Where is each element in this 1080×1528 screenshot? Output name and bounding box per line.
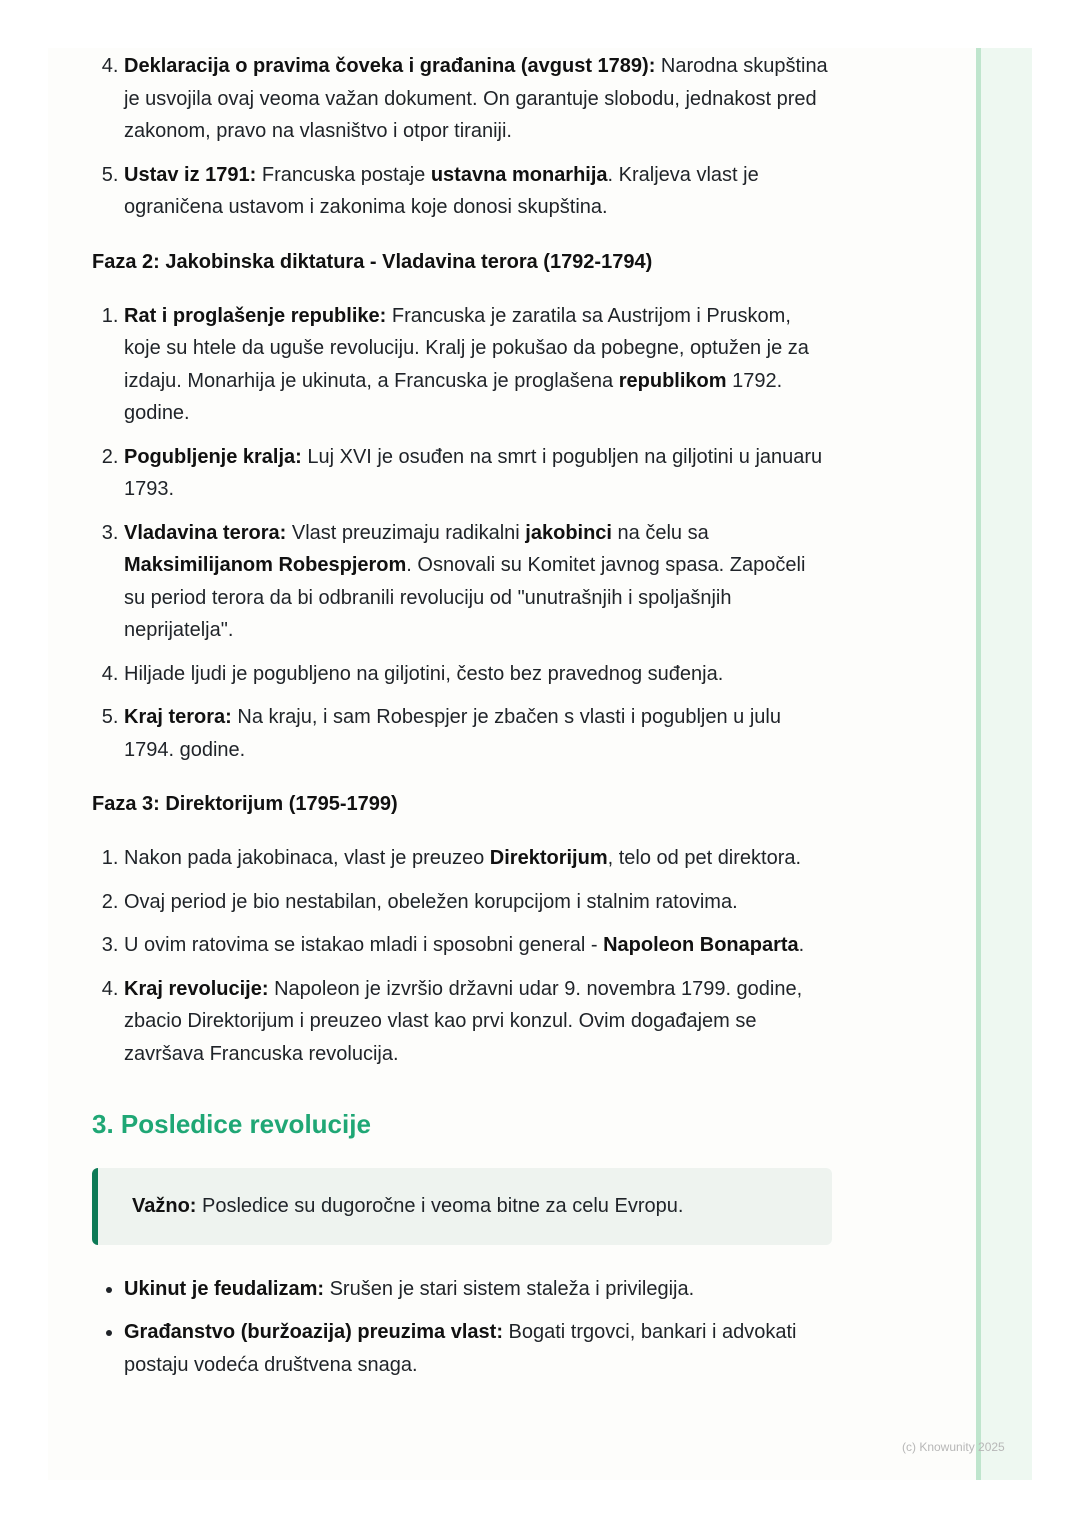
list-item: 5. Kraj terora: Na kraju, i sam Robespjer je zbačen s vlasti i pogubljen u julu 1794. godine. [124, 701, 832, 766]
list-item: 2. Ovaj period je bio nestabilan, obeležen korupcijom i stalnim ratovima. [124, 886, 832, 919]
section-heading: 3. Posledice revolucije [92, 1109, 371, 1139]
side-panel [976, 48, 1032, 1480]
list-item: • Građanstvo (buržoazija) preuzima vlast: Bogati trgovci, bankari i advokati postaju vodeća društvena snaga. [124, 1316, 832, 1381]
list-item: 2. Pogubljenje kralja: Luj XVI je osuđen na smrt i pogubljen na giljotini u januaru 1793. [124, 441, 832, 506]
list-item: 1. Rat i proglašenje republike: Francuska je zaratila sa Austrijom i Pruskom, koje su htele da uguše revoluciju. Kralj je pokušao da pobegne, optužen je za izdaju. Monarhija je ukinuta, a Francuska je proglašena republikom 1792. godine. [124, 300, 832, 430]
phase2-title: Faza 2: Jakobinska diktatura - Vladavina terora (1792-1794) [92, 250, 653, 273]
phase1-list [92, 50, 832, 224]
phase3-title: Faza 3: Direktorijum (1795-1799) [92, 793, 398, 815]
document-content [92, 50, 832, 1381]
list-item: • Ukinut je feudalizam: Srušen je stari sistem staleža i privilegija. [124, 1273, 832, 1306]
list-item: 4. Hiljade ljudi je pogubljeno na giljotini, često bez pravednog suđenja. [124, 658, 832, 691]
list-item: 4. Kraj revolucije: Napoleon je izvršio državni udar 9. novembra 1799. godine, zbacio Direktorijum i preuzeo vlast kao prvi konzul. Ovim događajem se završava Francuska revolucija. [124, 973, 832, 1071]
list-item: 3. Vladavina terora: Vlast preuzimaju radikalni jakobinci na čelu sa Maksimilijanom Robespjerom. Osnovali su Komitet javnog spasa. Započeli su period terora da bi odbranili revoluciju od "unutrašnjih i spoljašnjih neprijatelja". [124, 517, 832, 647]
list-item: 5. Ustav iz 1791: Francuska postaje ustavna monarhija. Kraljeva vlast je ograničena ustavom i zakonima koje donosi skupština. [124, 159, 832, 224]
list-item: 1. Nakon pada jakobinaca, vlast je preuzeo Direktorijum, telo od pet direktora. [124, 842, 832, 875]
phase2-list [92, 300, 832, 767]
copyright-footer: (c) Knowunity 2025 [902, 1440, 1005, 1454]
important-callout: Važno: Posledice su dugoročne i veoma bitne za celu Evropu. [92, 1168, 832, 1245]
phase3-list [92, 842, 832, 1070]
consequences-list [92, 1273, 832, 1382]
list-item: 4. Deklaracija o pravima čoveka i građanina (avgust 1789): Narodna skupština je usvojila ovaj veoma važan dokument. On garantuje slobodu, jednakost pred zakonom, pravo na vlasništvo i otpor tiraniji. [124, 50, 832, 148]
list-item: 3. U ovim ratovima se istakao mladi i sposobni general - Napoleon Bonaparta. [124, 929, 832, 962]
